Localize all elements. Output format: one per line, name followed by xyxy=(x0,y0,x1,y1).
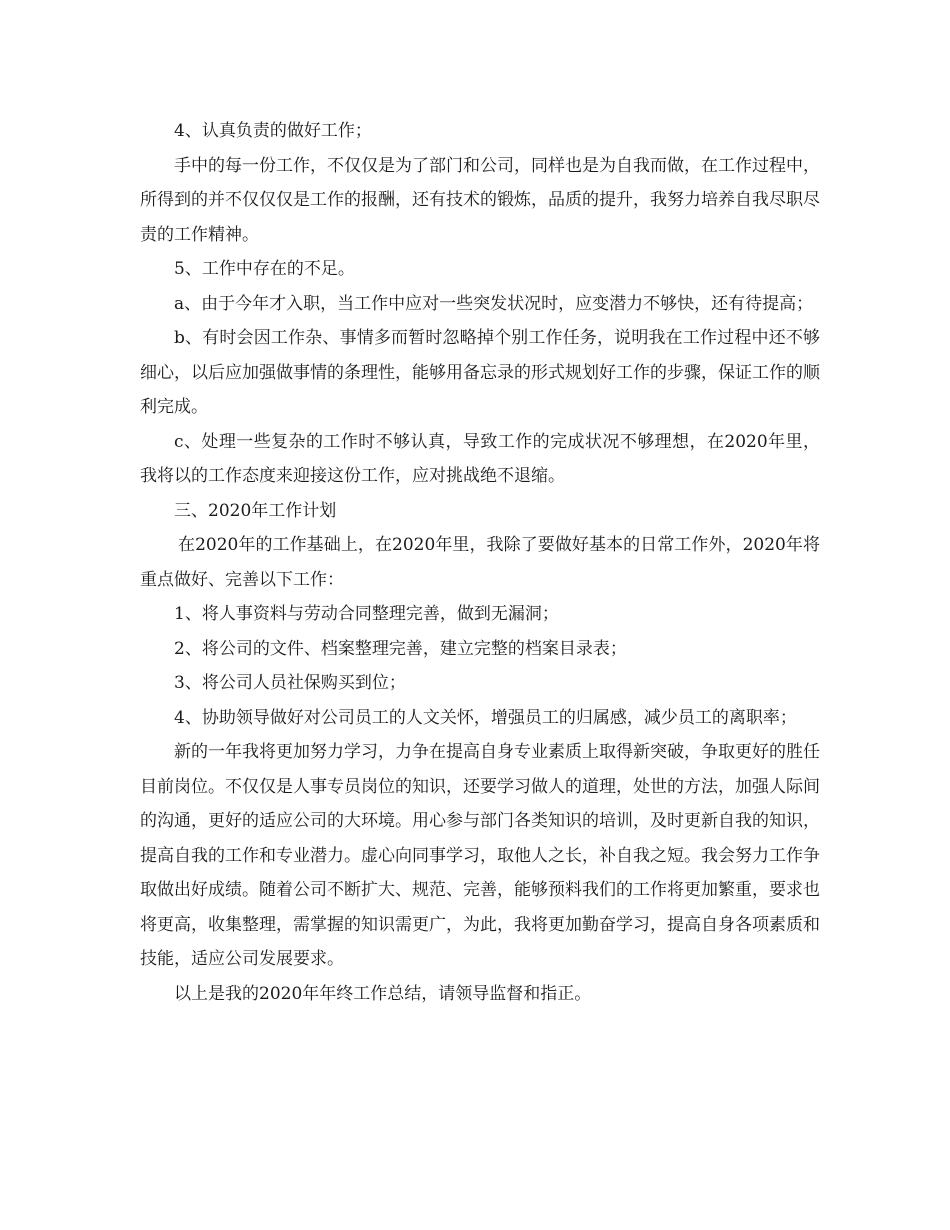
paragraph-shortcoming-b: b、有时会因工作杂、事情多而暂时忽略掉个别工作任务，说明我在工作过程中还不够细心，以后应加强做事情的条理性，能够用备忘录的形式规划好工作的步骤，保证工作的顺利完成。 xyxy=(140,328,820,417)
section-heading-work-plan: 三、2020年工作计划 xyxy=(174,500,337,521)
paragraph-new-year-goals: 新的一年我将更加努力学习，力争在提高自身专业素质上取得新突破，争取更好的胜任目前岗位。不仅仅是人事专员岗位的知识，还要学习做人的道理，处世的方法，加强人际间的沟通，更好的适应公司的大环境。用心参与部门各类知识的培训，及时更新自我的知识，提高自我的工作和专业潜力。虚心向同事学习，取他人之长，补自我之短。我会努力工作争取做出好成绩。随着公司不断扩大、规范、完善，能够预料我们的工作将更加繁重，要求也将更高，收集整理，需掌握的知识需更广，为此，我将更加勤奋学习，提高自身各项素质和技能，适应公司发展要求。 xyxy=(140,742,820,969)
paragraph-shortcoming-a: a、由于今年才入职，当工作中应对一些突发状况时，应变潜力不够快，还有待提高； xyxy=(174,293,814,314)
paragraph-item-5-heading: 5、工作中存在的不足。 xyxy=(174,259,355,279)
plan-item-3: 3、将公司人员社保购买到位； xyxy=(174,673,406,693)
document-body xyxy=(140,114,820,1011)
paragraph-plan-intro: 在2020年的工作基础上，在2020年里，我除了要做好基本的日常工作外，2020年将重点做好、完善以下工作： xyxy=(140,535,820,590)
plan-item-1: 1、将人事资料与劳动合同整理完善，做到无漏洞； xyxy=(174,604,559,624)
paragraph-closing: 以上是我的2020年年终工作总结，请领导监督和指正。 xyxy=(174,983,592,1004)
plan-item-4: 4、协助领导做好对公司员工的人文关怀，增强员工的归属感，减少员工的离职率； xyxy=(174,707,797,728)
paragraph-work-attitude: 手中的每一份工作，不仅仅是为了部门和公司，同样也是为自我而做，在工作过程中，所得到的并不仅仅仅是工作的报酬，还有技术的锻炼，品质的提升，我努力培养自我尽职尽责的工作精神。 xyxy=(140,155,820,245)
paragraph-item-4-heading: 4、认真负责的做好工作； xyxy=(174,121,372,141)
paragraph-shortcoming-c: c、处理一些复杂的工作时不够认真，导致工作的完成状况不够理想，在2020年里，我将以的工作态度来迎接这份工作，应对挑战绝不退缩。 xyxy=(140,431,820,486)
plan-item-2: 2、将公司的文件、档案整理完善，建立完整的档案目录表； xyxy=(174,638,627,659)
